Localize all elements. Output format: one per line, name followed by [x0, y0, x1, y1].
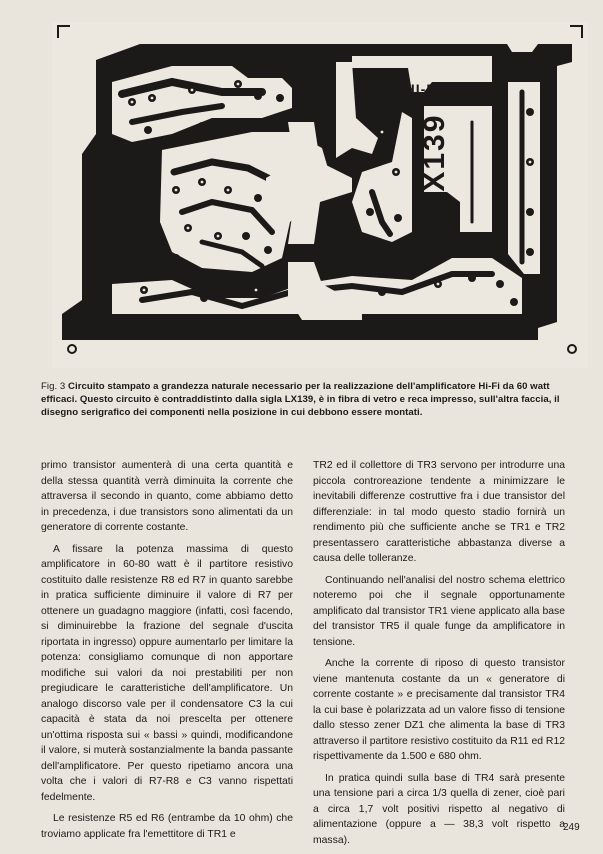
- pcb-illustration: [52, 22, 588, 368]
- figure-caption: [41, 380, 564, 420]
- page-number: 249: [563, 822, 580, 833]
- paragraph: In pratica quindi sulla base di TR4 sarà presente una tensione pari a circa 1/3 quella di zener, cioè pari a circa 1,7 volt positivi rispetto al negativo di alimentazione (oppure a — 38,3 volt rispetto a massa).: [313, 772, 565, 846]
- pcb-title: 60W HI-FI: [368, 81, 441, 97]
- figure-label: Fig. 3: [41, 381, 66, 392]
- left-column: [41, 458, 293, 848]
- paragraph: A fissare la potenza massima di questo amplificatore in 60-80 watt è il partitore resistivo costituito dalle resistenze R8 ed R7 in quanto sarebbe in pratica sufficiente diminuire il valore di R7 per ottenere un guadagno maggiore (infatti, così facendo, si diminuirebbe la frazione del segnale d'uscita riportata in ingresso) oppure aumentarlo per limitare la potenza: consigliamo comunque di non apportare modifiche sui valori da noi prestabiliti per non pregiudicare le caratteristiche dell'amplificatore. Un analogo discorso vale per il condensatore C3 la cui capacità è stata da noi prescelta per ottenere un'ottima risposta sui « bassi » quindi, modificandone il valore, si muterà sostanzialmente la banda passante dell'amplificatore. Per questo ripetiamo ancora una volta che i valori di R7-R8 e C3 vanno rispettati fedelmente.: [41, 543, 293, 803]
- right-column: [313, 458, 565, 854]
- paragraph: Anche la corrente di riposo di questo transistor viene mantenuta costante da un « generatore di corrente costante » e precisamente dal transistor TR4 la cui base è polarizzata ad un valore fisso di tensione dallo stesso zener DZ1 che alimenta la base di TR3 attraverso il partitore resistivo costituito da R11 ed R12 rispettivamente da 1.500 e 680 ohm.: [313, 658, 565, 762]
- pcb-layout-drawing: [52, 22, 588, 368]
- pcb-code: LX139: [418, 113, 451, 212]
- paragraph: Le resistenze R5 ed R6 (entrambe da 10 ohm) che troviamo applicate fra l'emettitore di TR1 e: [41, 813, 293, 840]
- paragraph: primo transistor aumenterà di una certa quantità e della stessa quantità verrà diminuita la corrente che attraversa il secondo in quanto, come abbiamo detto in precedenza, i due transistors sono alimentati da un generatore di corrente costante.: [41, 460, 293, 533]
- paragraph: Continuando nell'analisi del nostro schema elettrico noteremo poi che il segnale opportunamente amplificato dal transistor TR1 viene applicato alla base del transistor TR5 il quale funge da amplificatore in tensione.: [313, 574, 565, 648]
- figure-caption-text: Circuito stampato a grandezza naturale necessario per la realizzazione dell'amplificatore Hi-Fi da 60 watt efficaci. Questo circuito è contraddistinto dalla sigla LX139, è in fibra di vetro e reca impresso, sull'altra faccia, il disegno serigrafico dei componenti nella posizione in cui debbono essere montati.: [41, 381, 560, 419]
- paragraph: TR2 ed il collettore di TR3 servono per introdurre una piccola controreazione tendente a minimizzare le inevitabili differenze costruttive fra i due transistor del differenziale: in tal modo questo stadio fornirà un rendimento più che sufficiente anche se TR1 e TR2 presentassero caratteristiche abbastanza diverse a causa delle tolleranze.: [313, 460, 565, 564]
